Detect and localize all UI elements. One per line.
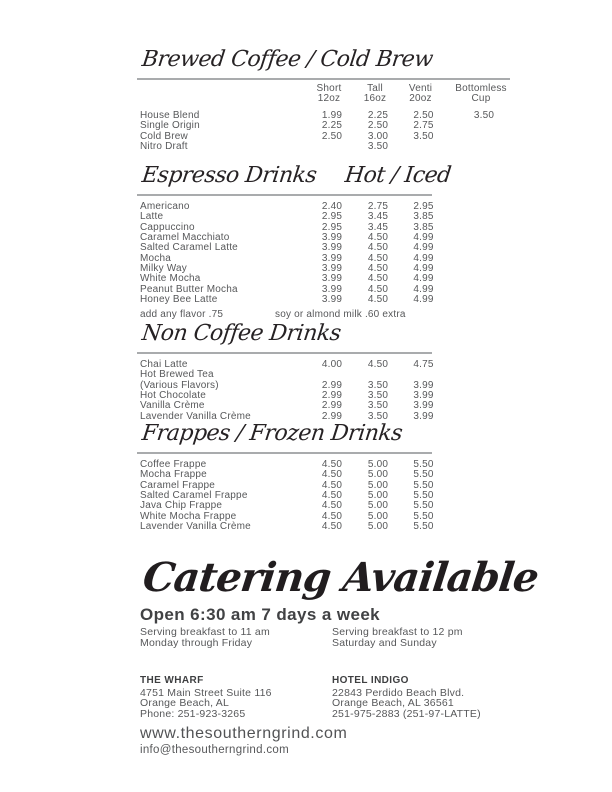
item-name-line: Java Chip Frappe xyxy=(140,500,223,512)
section-brewed-coffee xyxy=(137,44,537,152)
price-tall: 4.50 xyxy=(367,273,389,285)
price-short: 4.00 xyxy=(321,359,343,370)
section-subtitle-hot-iced: Hot / Iced xyxy=(343,163,453,188)
price-venti: 5.50 xyxy=(413,479,434,491)
price-venti: 4.99 xyxy=(413,232,434,244)
price-short: 2.99 xyxy=(321,390,343,402)
price-venti: 2.95 xyxy=(413,201,434,212)
item-name-line: Caramel Frappe xyxy=(140,479,216,491)
column-header-line: 12oz xyxy=(317,93,341,104)
price-tall: 5.00 xyxy=(367,500,389,512)
price-tall: 5.00 xyxy=(367,490,389,502)
price-short: 4.50 xyxy=(321,510,343,522)
price-short: 4.50 xyxy=(321,521,343,533)
price-venti: 5.50 xyxy=(413,510,434,522)
open-hours-line: Open 6:30 am 7 days a week xyxy=(140,605,381,624)
espresso-price-table xyxy=(137,202,537,305)
price-short: 4.50 xyxy=(321,490,343,502)
price-tall: 3.50 xyxy=(367,400,389,412)
price-tall: 4.50 xyxy=(367,242,389,254)
price-venti: 4.99 xyxy=(413,294,434,306)
location-phone: 251-975-2883 (251-97-LATTE) xyxy=(332,708,481,721)
menu-row xyxy=(137,295,537,305)
price-short: 4.50 xyxy=(321,500,343,512)
website-url: www.thesoutherngrind.com xyxy=(140,725,348,742)
price-short: 3.99 xyxy=(321,263,343,275)
price-short: 4.50 xyxy=(321,469,343,481)
price-venti: 3.50 xyxy=(413,130,434,142)
column-header-bottomless xyxy=(443,84,519,104)
item-name-line: Coffee Frappe xyxy=(140,459,207,470)
location-name: HOTEL INDIGO xyxy=(332,675,409,686)
price-venti: 4.99 xyxy=(413,283,434,295)
price-tall: 3.50 xyxy=(367,141,389,153)
section-espresso-drinks xyxy=(137,160,537,321)
price-tall: 5.00 xyxy=(367,510,389,522)
item-name-line: Lavender Vanilla Crème xyxy=(140,521,251,533)
price-tall: 3.50 xyxy=(367,410,389,422)
price-venti: 4.99 xyxy=(413,252,434,264)
column-header-tall xyxy=(352,84,398,104)
section-divider xyxy=(137,194,432,196)
section-title-frappes: Frappes / Frozen Drinks xyxy=(140,421,404,446)
note-add-flavor: add any flavor .75 xyxy=(140,309,224,321)
price-venti: 5.50 xyxy=(413,469,434,481)
item-name-line: Single Origin xyxy=(140,120,200,132)
section-non-coffee-drinks xyxy=(137,318,537,422)
item-name xyxy=(137,370,309,391)
item-name-line: White Mocha Frappe xyxy=(140,510,237,522)
price-tall: 2.75 xyxy=(367,201,389,212)
price-venti: 2.50 xyxy=(413,110,434,121)
item-name-line: Caramel Macchiato xyxy=(140,232,230,244)
price-venti: 2.75 xyxy=(413,120,434,132)
price-short: 4.50 xyxy=(321,479,343,491)
item-name-line: Vanilla Crème xyxy=(140,400,205,412)
price-short: 2.95 xyxy=(321,221,343,233)
section-locations xyxy=(137,676,537,720)
size-column-headers xyxy=(137,84,537,104)
item-name-line: Cold Brew xyxy=(140,130,188,142)
column-header-line: Short xyxy=(316,83,342,94)
menu-row xyxy=(137,132,537,142)
price-short: 3.99 xyxy=(321,242,343,254)
price-tall: 4.50 xyxy=(367,359,389,370)
price-venti: 3.85 xyxy=(413,211,434,223)
location-address-line: Orange Beach, AL xyxy=(140,697,230,710)
price-tall: 2.25 xyxy=(367,110,389,121)
price-venti: 4.99 xyxy=(413,273,434,285)
schedule-line: Serving breakfast to 11 am xyxy=(140,626,270,638)
item-name xyxy=(137,295,309,305)
header-spacer xyxy=(137,84,306,104)
frappes-price-table xyxy=(137,460,537,532)
item-name-line: Salted Caramel Frappe xyxy=(140,490,248,502)
item-name-line: Mocha Frappe xyxy=(140,469,207,481)
item-name-line: Cappuccino xyxy=(140,221,195,233)
price-tall: 3.45 xyxy=(367,221,389,233)
schedule-weekday xyxy=(140,627,332,649)
price-bottomless: 3.50 xyxy=(473,110,495,121)
price-tall: 5.00 xyxy=(367,479,389,491)
price-venti: 3.99 xyxy=(413,410,434,422)
column-header-line: 20oz xyxy=(409,93,432,104)
catering-title: Catering Available xyxy=(140,554,541,601)
price-short: 3.99 xyxy=(321,294,343,306)
price-tall: 5.00 xyxy=(367,459,389,470)
location-hotel-indigo xyxy=(332,676,524,720)
schedule-line: Saturday and Sunday xyxy=(332,637,437,649)
section-title-brewed: Brewed Coffee / Cold Brew xyxy=(140,47,435,72)
price-venti: 3.99 xyxy=(413,390,434,402)
item-name-line: Americano xyxy=(140,201,190,212)
item-name-line: Chai Latte xyxy=(140,359,188,370)
column-header-line: 16oz xyxy=(363,93,387,104)
column-header-venti xyxy=(398,84,443,104)
price-short: 4.50 xyxy=(321,459,343,470)
schedule-weekend xyxy=(332,627,524,649)
column-header-line: Tall xyxy=(367,83,383,94)
item-name-line: Latte xyxy=(140,211,164,223)
price-tall: 5.00 xyxy=(367,521,389,533)
price-venti: 3.99 xyxy=(413,379,434,391)
brewed-price-table xyxy=(137,111,537,152)
price-tall: 3.00 xyxy=(367,130,389,142)
price-short: 3.99 xyxy=(321,283,343,295)
section-divider xyxy=(137,452,432,454)
column-header-line: Cup xyxy=(471,93,491,104)
location-name: THE WHARF xyxy=(140,675,204,686)
item-name-line: Hot Brewed Tea xyxy=(140,369,214,381)
price-short: 3.99 xyxy=(321,252,343,264)
price-short: 2.99 xyxy=(321,400,343,412)
price-short: 3.99 xyxy=(321,232,343,244)
price-tall: 4.50 xyxy=(367,294,389,306)
column-header-line: Venti xyxy=(408,83,433,94)
price-short: 2.99 xyxy=(321,410,343,422)
location-address-line: 4751 Main Street Suite 116 xyxy=(140,686,272,699)
menu-row xyxy=(137,142,537,152)
price-tall: 3.45 xyxy=(367,211,389,223)
price-short: 2.95 xyxy=(321,211,343,223)
price-venti: 5.50 xyxy=(413,459,434,470)
price-tall: 4.50 xyxy=(367,283,389,295)
price-venti: 5.50 xyxy=(413,521,434,533)
location-the-wharf xyxy=(140,676,332,720)
item-name-line: Hot Chocolate xyxy=(140,390,206,402)
noncoffee-price-table xyxy=(137,360,537,422)
item-name-line: Salted Caramel Latte xyxy=(140,242,238,254)
section-divider xyxy=(137,78,510,80)
price-short: 3.99 xyxy=(321,273,343,285)
item-name-line: Peanut Butter Mocha xyxy=(140,283,238,295)
price-tall: 3.50 xyxy=(367,390,389,402)
section-frappes-frozen xyxy=(137,418,537,532)
column-header-short xyxy=(306,84,352,104)
schedule-line: Monday through Friday xyxy=(140,637,253,649)
section-footer xyxy=(137,725,537,756)
item-name-line: White Mocha xyxy=(140,273,201,285)
item-name-line: Milky Way xyxy=(140,263,187,275)
section-title-espresso: Espresso Drinks xyxy=(140,163,318,188)
price-venti: 4.99 xyxy=(413,242,434,254)
price-tall: 4.50 xyxy=(367,232,389,244)
item-name-line: Mocha xyxy=(140,252,172,264)
price-venti: 4.75 xyxy=(413,359,434,370)
price-venti: 3.85 xyxy=(413,221,434,233)
menu-row xyxy=(137,522,537,532)
price-tall: 4.50 xyxy=(367,252,389,264)
location-phone: Phone: 251-923-3265 xyxy=(140,708,246,721)
breakfast-schedule xyxy=(137,627,537,649)
price-tall: 2.50 xyxy=(367,120,389,132)
item-name-line: House Blend xyxy=(140,110,200,121)
email-address: info@thesoutherngrind.com xyxy=(140,744,289,756)
schedule-line: Serving breakfast to 12 pm xyxy=(332,626,463,638)
section-title-non-coffee: Non Coffee Drinks xyxy=(140,321,343,346)
section-divider xyxy=(137,352,432,354)
price-venti: 5.50 xyxy=(413,490,434,502)
item-name-line2: (Various Flavors) xyxy=(140,379,219,391)
item-name xyxy=(137,142,309,152)
item-name-line: Lavender Vanilla Crème xyxy=(140,410,251,422)
column-header-line: Bottomless xyxy=(455,83,507,94)
price-short: 2.99 xyxy=(321,379,343,391)
price-venti: 4.99 xyxy=(413,263,434,275)
item-name-line: Honey Bee Latte xyxy=(140,294,218,306)
note-milk-extra: soy or almond milk .60 extra xyxy=(275,309,406,321)
price-venti: 3.99 xyxy=(413,400,434,412)
price-tall: 5.00 xyxy=(367,469,389,481)
price-venti: 5.50 xyxy=(413,500,434,512)
price-tall: 3.50 xyxy=(367,379,389,391)
price-short: 2.50 xyxy=(321,130,343,142)
location-address-line: 22843 Perdido Beach Blvd. xyxy=(332,686,465,699)
price-tall: 4.50 xyxy=(367,263,389,275)
section-catering xyxy=(137,552,541,649)
price-short: 2.25 xyxy=(321,120,343,132)
location-address-line: Orange Beach, AL 36561 xyxy=(332,697,454,710)
item-name-line: Nitro Draft xyxy=(140,141,188,153)
item-name xyxy=(137,522,309,532)
menu-row xyxy=(137,370,537,391)
price-short: 2.40 xyxy=(321,201,343,212)
price-short: 1.99 xyxy=(321,110,343,121)
